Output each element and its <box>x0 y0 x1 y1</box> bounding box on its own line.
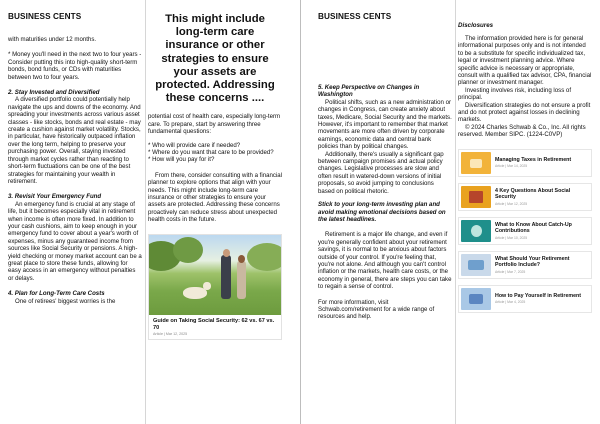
body-paragraph: Retirement is a major life change, and even if you're generally confident about your retirement savings, it is normal to be anxious about factors outside of your control. If you're feeling that, you're not alone. And although you can't control inflation or the markets, health care costs, or the economy in general, there are steps you can take to regain a sense of control. <box>318 231 452 291</box>
related-article[interactable] <box>458 149 592 177</box>
body-paragraph: For more information, visit Schwab.com/retirement for a wide range of resources and help. <box>318 298 435 321</box>
related-article-date: Article | Mar 12, 2025 <box>495 201 528 206</box>
body-paragraph: Political shifts, such as a new administration or changes in Congress, can create anxiety about taxes, Medicare, Social Security and the markets. However, it's important to remember that market movements are more often driven by corporate earnings, economic data and central bank policies than by political changes. <box>318 98 452 151</box>
page-fold <box>300 0 301 424</box>
article-thumbnail <box>461 220 491 242</box>
article-thumbnail <box>461 152 491 174</box>
related-article-title[interactable]: Managing Taxes in Retirement <box>495 156 572 163</box>
related-articles-list <box>458 149 592 313</box>
article-thumbnail <box>461 288 491 310</box>
related-article-title[interactable]: What Should Your Retirement Portfolio Include? <box>495 255 570 269</box>
question-item: * How will you pay for it? <box>148 156 215 164</box>
body-paragraph: potential cost of health care, especially long-term care. To prepare, start by answering three fundamental questions: <box>148 113 281 136</box>
related-article-date: Article | Mar 4, 2025 <box>495 300 526 305</box>
disclosure-text: Diversification strategies do not ensure a profit and do not protect against losses in declining markets. <box>458 101 591 124</box>
related-article-date: Article | Mar 7, 2025 <box>495 269 526 274</box>
related-article-title[interactable]: What to Know About Catch-Up Contributions <box>495 221 572 235</box>
related-article[interactable] <box>458 251 592 279</box>
body-paragraph: A diversified portfolio could potentially help navigate the ups and downs of the economy. And spreading your investments across various asset classes - like stocks, bonds and real estate - may create a cushion against market volatility. Stocks, in particular, have historically outpaced inflation over the long term, helping to preserve your purchasing power. Overall, staying invested through market cycles rather than reacting to short-term fluctuations can be one of the best strategies for maintaining your wealth in retirement. <box>8 96 141 185</box>
column-3 <box>318 0 452 424</box>
body-paragraph: An emergency fund is crucial at any stage of life, but it becomes especially vital in retirement when income is often more fixed. In addition to your cash cushions, aim to keep enough in your emergency fund to cover about a year's worth of expenses, minus any guaranteed income from sources like Social Security or pensions. A high-yield checking or money market account can be a great place to store these funds, allowing for easy access in an emergency without penalties or delays. <box>8 200 142 282</box>
body-paragraph: From there, consider consulting with a financial planner to explore options that align with your needs. This might include long-term care insurance or other strategies to ensure your assets are protected. Addressing these concerns proactively can reduce stress about unexpected health costs in the future. <box>148 171 282 224</box>
pull-quote: This might include long-term care insurance or other strategies to ensure your assets are protected. Addressing these concerns .... <box>155 13 275 105</box>
section-heading: 4. Plan for Long-Term Care Costs <box>8 290 105 298</box>
section-heading: 5. Keep Perspective on Changes in Washington <box>318 84 420 99</box>
article-card-date: Article | Mar 12, 2025 <box>153 332 188 337</box>
column-4 <box>458 0 592 424</box>
column-divider <box>455 0 456 424</box>
body-paragraph: * Money you'll need in the next two to four years - Consider putting this into high-quality short-term bonds, bond funds, or CDs with maturities between two to four years. <box>8 51 142 81</box>
newsletter-header: BUSINESS CENTS <box>8 12 82 21</box>
column-2 <box>148 0 282 424</box>
column-divider <box>145 0 146 424</box>
article-thumbnail <box>461 254 491 276</box>
body-paragraph: One of retirees' biggest worries is the <box>15 297 116 305</box>
article-card-title[interactable]: Guide on Taking Social Security: 62 vs. 67 vs. 70 <box>153 317 275 331</box>
question-item: * Where do you want that care to be provided? <box>148 149 274 157</box>
related-article[interactable] <box>458 183 592 211</box>
disclosure-text: The information provided here is for general informational purposes only and is not intended to be a substitute for specific individualized tax, legal or investment planning advice. Where specific advice is necessary or appropriate, consult with a qualified tax advisor, CPA, financial planner or investment manager. <box>458 35 592 87</box>
disclosure-text: Investing involves risk, including loss of principal. <box>458 86 572 102</box>
related-article[interactable] <box>458 217 592 245</box>
newsletter-header: BUSINESS CENTS <box>318 12 392 21</box>
body-paragraph: with maturities under 12 months. <box>8 36 97 43</box>
section-heading: 3. Revisit Your Emergency Fund <box>8 193 102 201</box>
article-card[interactable] <box>148 234 282 341</box>
related-article-title[interactable]: 4 Key Questions About Social Security <box>495 187 571 201</box>
body-paragraph: Additionally, there's usually a significant gap between campaign promises and actual policy changes. Legislative processes are slow and often result in watered-down versions of initial proposals, so avoid jumping to conclusions based on political rhetoric. <box>318 150 444 195</box>
related-article[interactable] <box>458 285 592 313</box>
related-article-date: Article | Mar 10, 2025 <box>495 235 528 240</box>
disclosure-text: © 2024 Charles Schwab & Co., Inc. All rights reserved. Member SIPC. (1224-C0VP) <box>458 123 586 139</box>
article-thumbnail <box>461 186 491 208</box>
couple-walking-dog-photo <box>149 235 281 315</box>
question-item: * Who will provide care if needed? <box>148 141 241 149</box>
related-article-title[interactable]: How to Pay Yourself in Retirement <box>495 292 582 299</box>
callout: Stick to your long-term investing plan and avoid making emotional decisions based on the latest headlines. <box>318 201 446 223</box>
related-article-date: Article | Mar 14, 2025 <box>495 164 528 169</box>
disclosures-heading: Disclosures <box>458 22 494 29</box>
section-heading: 2. Stay Invested and Diversified <box>8 89 100 97</box>
column-1 <box>8 0 142 424</box>
